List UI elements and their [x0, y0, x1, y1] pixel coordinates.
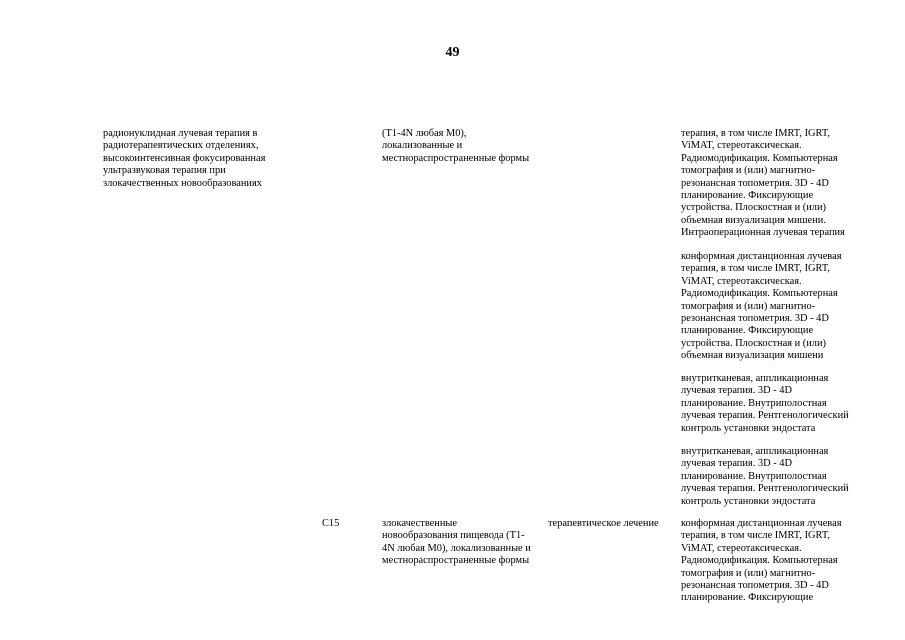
- row2-code-cell: C15: [322, 518, 340, 529]
- row1-method-block-3: внутритканевая, аппликационная лучевая терапия. 3D - 4D планирование. Внутриполостная лучевая терапия. Рентгенологический контроль установки эндостата: [681, 373, 849, 434]
- row1-method-block-2: конформная дистанционная лучевая терапия, в том числе IMRT, IGRT, ViMAT, стереотаксическая. Радиомодификация. Компьютерная томография и (или) магнитно- резонансная топометрия. 3D - 4D планирование. Фиксирующие устройства. Плоскостная и (или) объемная визуализация мишени: [681, 251, 842, 362]
- row1-method-block-1: терапия, в том числе IMRT, IGRT, ViMAT, стереотаксическая. Радиомодификация. Компьютерная томография и (или) магнитно- резонансная топометрия. 3D - 4D планирование. Фиксирующие устройства. Плоскостная и (или) объемная визуализация мишени. Интраоперационная лучевая терапия: [681, 128, 845, 239]
- row2-condition-cell: злокачественные новообразования пищевода (T1- 4N любая M0), локализованные и местнораспространенные формы: [382, 518, 531, 567]
- row1-method-name-cell: радионуклидная лучевая терапия в радиотерапевтических отделениях, высокоинтенсивная фокусированная ультразвуковая терапия при злокачественных новообразованиях: [103, 128, 266, 189]
- page-number: 49: [445, 45, 460, 60]
- row1-condition-cell: (T1-4N любая M0), локализованные и местнораспространенные формы: [382, 128, 530, 164]
- row1-method-block-4: внутритканевая, аппликационная лучевая терапия. 3D - 4D планирование. Внутриполостная лучевая терапия. Рентгенологический контроль установки эндостата: [681, 446, 849, 507]
- row2-method-cell: конформная дистанционная лучевая терапия, в том числе IMRT, IGRT, ViMAT, стереотаксическая. Радиомодификация. Компьютерная томография и (или) магнитно- резонансная топометрия. 3D - 4D планирование. Фиксирующие: [681, 518, 842, 604]
- row2-treatment-type-cell: терапевтическое лечение: [548, 518, 659, 529]
